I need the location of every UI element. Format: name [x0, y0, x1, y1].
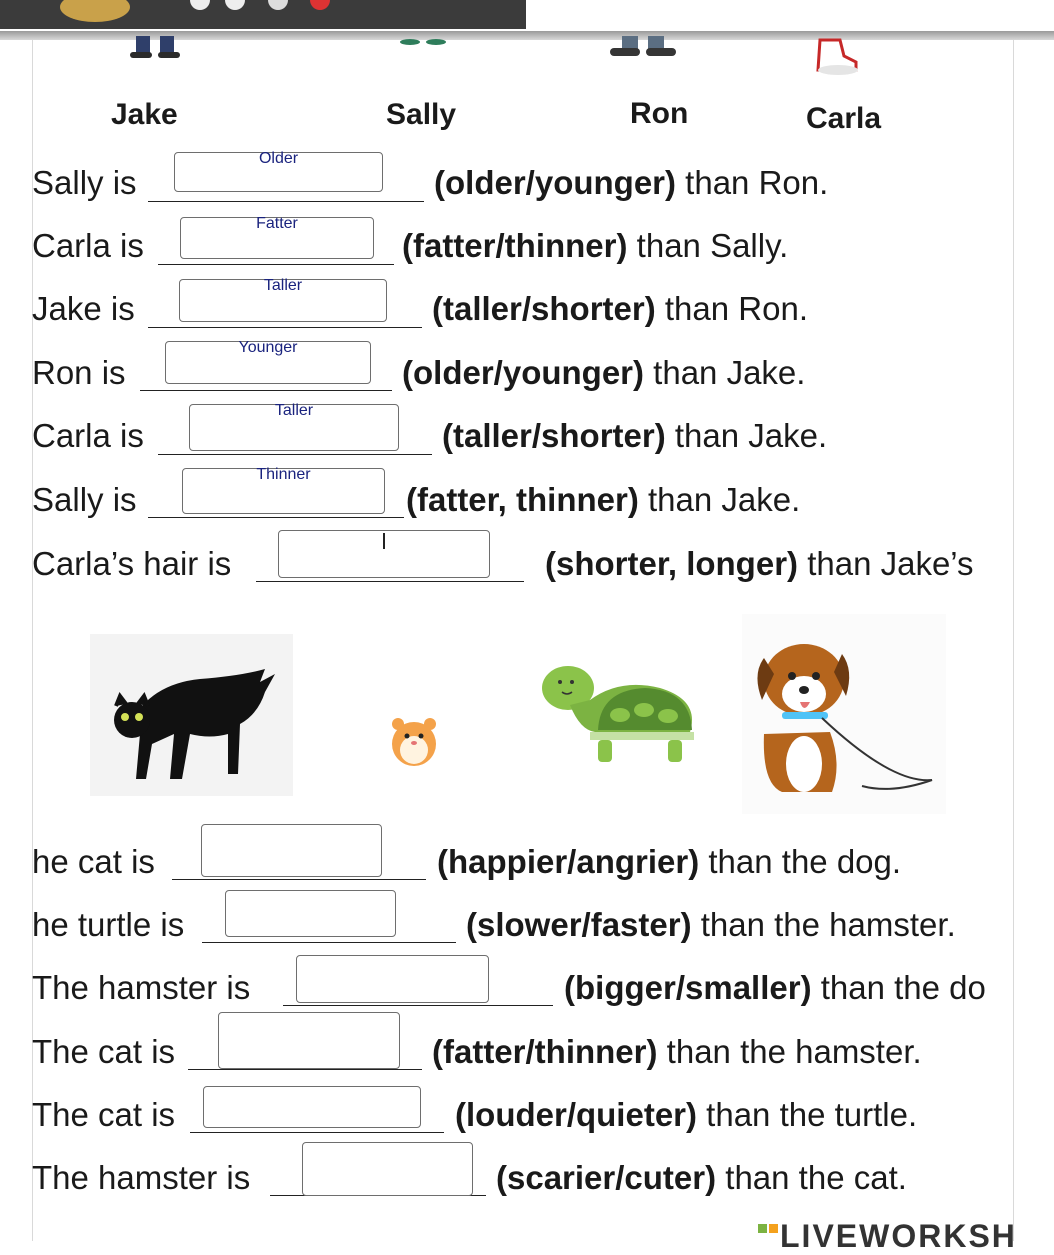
question-line: he turtle is: [32, 906, 185, 943]
question-line: Carla is: [32, 227, 144, 264]
angry-cat-image: [90, 634, 293, 796]
answer-text: Taller: [263, 277, 303, 294]
answer-underline: [148, 327, 422, 328]
answer-box[interactable]: [225, 890, 396, 937]
answer-underline: [256, 581, 524, 582]
answer-box[interactable]: [182, 468, 385, 514]
answer-underline: [190, 1132, 444, 1133]
answer-box[interactable]: [174, 152, 383, 192]
name-carla: Carla: [806, 102, 882, 135]
question-line: Carla is: [32, 417, 144, 454]
name-sally: Sally: [386, 98, 457, 131]
answer-box-active[interactable]: [278, 530, 490, 578]
question-options: (louder/quieter) than the turtle.: [455, 1096, 918, 1133]
question-options: (fatter, thinner) than Jake.: [406, 481, 801, 518]
answer-text: Thinner: [256, 466, 311, 483]
question-options: (fatter/thinner) than the hamster.: [432, 1033, 922, 1070]
answer-text: Fatter: [256, 215, 298, 232]
answer-underline: [172, 879, 426, 880]
jake-legs-image: [130, 36, 190, 62]
question-options: (shorter, longer) than Jake’s: [545, 545, 974, 582]
question-line: The cat is: [32, 1033, 176, 1070]
question-line: Sally is: [32, 164, 137, 201]
answer-underline: [158, 264, 394, 265]
logo-text: LIVEWORKSH: [780, 1218, 1017, 1254]
answer-box[interactable]: [165, 341, 371, 384]
question-line: Sally is: [32, 481, 137, 518]
question-line: Jake is: [32, 290, 135, 327]
answer-underline: [202, 942, 456, 943]
puppy-image: [742, 614, 946, 814]
answer-box[interactable]: [203, 1086, 421, 1128]
answer-text: Older: [258, 150, 299, 167]
answer-underline: [158, 454, 432, 455]
question-line: Ron is: [32, 354, 126, 391]
logo-mark-icon: [758, 1218, 780, 1254]
answer-underline: [140, 390, 392, 391]
question-line: Carla’s hair is: [32, 545, 232, 582]
name-ron: Ron: [630, 97, 689, 130]
question-line: The hamster is: [32, 1159, 251, 1196]
turtle-image: [540, 660, 706, 768]
answer-box[interactable]: [189, 404, 399, 451]
question-line: he cat is: [32, 843, 155, 880]
answer-text: Younger: [238, 339, 298, 356]
question-options: (older/younger) than Jake.: [402, 354, 806, 391]
answer-box[interactable]: [201, 824, 382, 877]
ron-legs-image: [604, 36, 684, 62]
question-options: (bigger/smaller) than the do: [564, 969, 986, 1006]
answer-underline: [283, 1005, 553, 1006]
question-options: (older/younger) than Ron.: [434, 164, 829, 201]
answer-box[interactable]: [302, 1142, 473, 1196]
answer-underline: [148, 517, 404, 518]
question-options: (taller/shorter) than Jake.: [442, 417, 828, 454]
question-options: (fatter/thinner) than Sally.: [402, 227, 789, 264]
top-photo-strip: [0, 0, 526, 29]
liveworksheets-logo: [758, 1218, 1017, 1255]
answer-box[interactable]: [218, 1012, 400, 1069]
answer-underline: [188, 1069, 422, 1070]
question-options: (happier/angrier) than the dog.: [437, 843, 902, 880]
answer-box[interactable]: [179, 279, 387, 322]
question-options: (slower/faster) than the hamster.: [466, 906, 956, 943]
question-line: The cat is: [32, 1096, 176, 1133]
text-cursor: [383, 533, 385, 549]
hamster-image: [388, 710, 440, 768]
answer-box[interactable]: [296, 955, 489, 1003]
answer-box[interactable]: [180, 217, 374, 259]
answer-text: Taller: [274, 402, 314, 419]
question-line: The hamster is: [32, 969, 251, 1006]
sally-feet-image: [398, 36, 450, 48]
answer-underline: [148, 201, 424, 202]
carla-shoe-image: [812, 36, 862, 76]
question-options: (taller/shorter) than Ron.: [432, 290, 808, 327]
name-jake: Jake: [111, 98, 178, 131]
question-options: (scarier/cuter) than the cat.: [496, 1159, 907, 1196]
